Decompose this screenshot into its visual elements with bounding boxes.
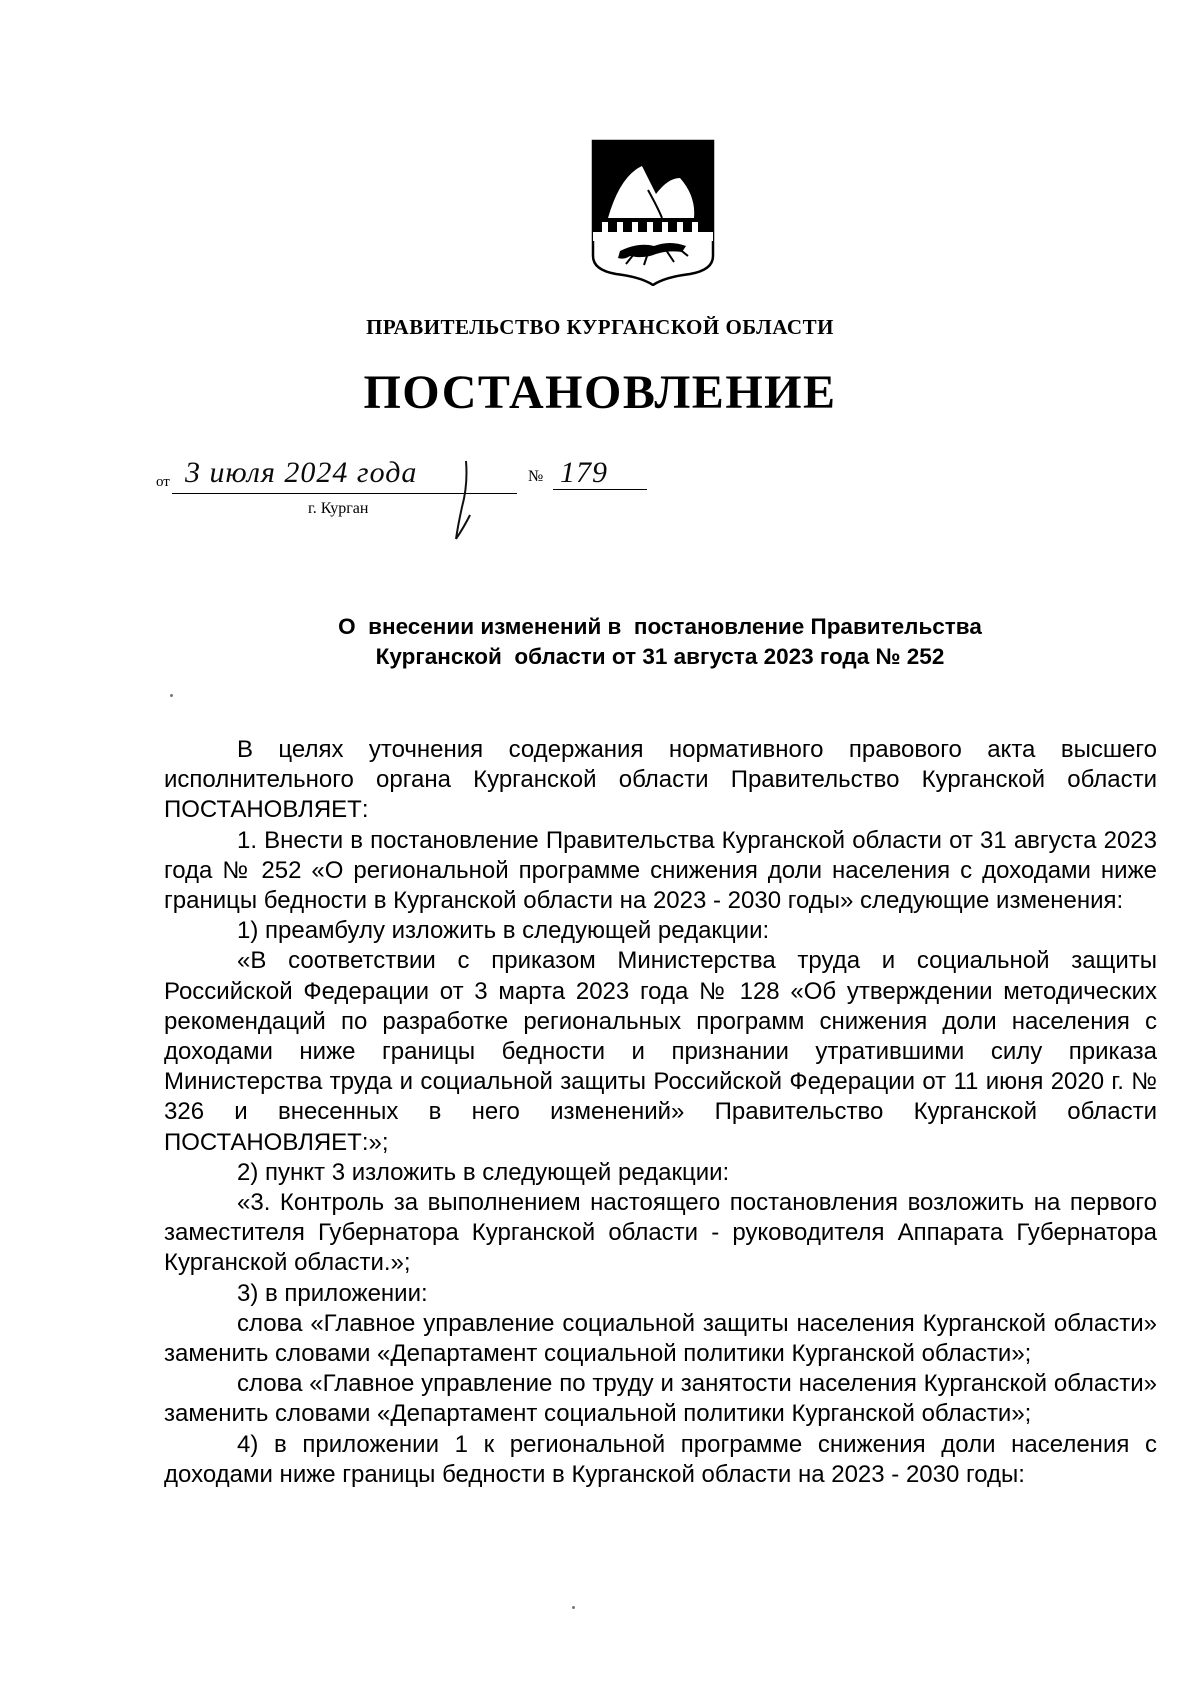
paragraph-quote-preamble: «В соответствии с приказом Министерства труда и социальной защиты Российской Федерации от 3 марта 2023 года № 128 «Об утверждении методических рекомендаций по разработке региональных программ снижения доли населения с доходами ниже границы бедности и признании утратившими силу приказа Министерства труда и социальной защиты Российской Федерации от 11 июня 2020 г. № 326 и внесенных в него изменений» Правительство Курганской области ПОСТАНОВЛЯЕТ:»; — [164, 947, 1157, 1156]
number-underline — [553, 489, 647, 490]
document-title — [160, 612, 1160, 672]
paragraph-subitem-4: 4) в приложении 1 к региональной программе снижения доли населения с доходами ниже границы бедности в Курганской области на 2023 - 2030 годы: — [164, 1430, 1157, 1488]
paragraph-item-1: 1. Внести в постановление Правительства Курганской области от 31 августа 2023 года № 252 «О региональной программе снижения доли населения с доходами ниже границы бедности в Курганской области на 2023 - 2030 годы» следующие изменения: — [164, 826, 1157, 915]
paragraph-replace-words-2: слова «Главное управление по труду и занятости населения Курганской области» заменить словами «Департамент социальной политики Курганской области»; — [164, 1370, 1157, 1428]
number-prefix: № — [528, 468, 544, 485]
scan-speck — [572, 1606, 575, 1609]
paragraph-subitem-1: 1) преамбулу изложить в следующей редакции: — [237, 917, 770, 945]
paragraph-subitem-2: 2) пункт 3 изложить в следующей редакции: — [237, 1158, 730, 1186]
number-handwritten: 179 — [560, 456, 608, 489]
city-name: г. Курган — [308, 500, 369, 517]
scan-speck — [170, 694, 173, 697]
date-prefix: от — [156, 474, 170, 490]
document-type: ПОСТАНОВЛЕНИЕ — [363, 366, 837, 419]
coat-of-arms-emblem — [590, 138, 716, 286]
paragraph-quote-point-3: «3. Контроль за выполнением настоящего постановления возложить на первого заместителя Губернатора Курганской области - руководителя Аппарата Губернатора Курганской области.»; — [164, 1189, 1157, 1277]
date-handwritten: 3 июля 2024 года — [185, 456, 418, 489]
paragraph-preamble: В целях уточнения содержания нормативного правового акта высшего исполнительного органа Курганской области Правительство Курганской области ПОСТАНОВЛЯЕТ: — [164, 736, 1157, 824]
paragraph-replace-words-1: слова «Главное управление социальной защиты населения Курганской области» заменить словами «Департамент социальной политики Курганской области»; — [164, 1309, 1157, 1368]
organization-name: ПРАВИТЕЛЬСТВО КУРГАНСКОЙ ОБЛАСТИ — [366, 315, 834, 339]
signature-stroke — [440, 455, 500, 545]
document-body — [164, 735, 1157, 1490]
title-line-2: Курганской области от 31 августа 2023 года № 252 — [375, 644, 945, 669]
paragraph-subitem-3: 3) в приложении: — [237, 1279, 428, 1307]
title-line-1: О внесении изменений в постановление Правительства — [338, 614, 982, 639]
